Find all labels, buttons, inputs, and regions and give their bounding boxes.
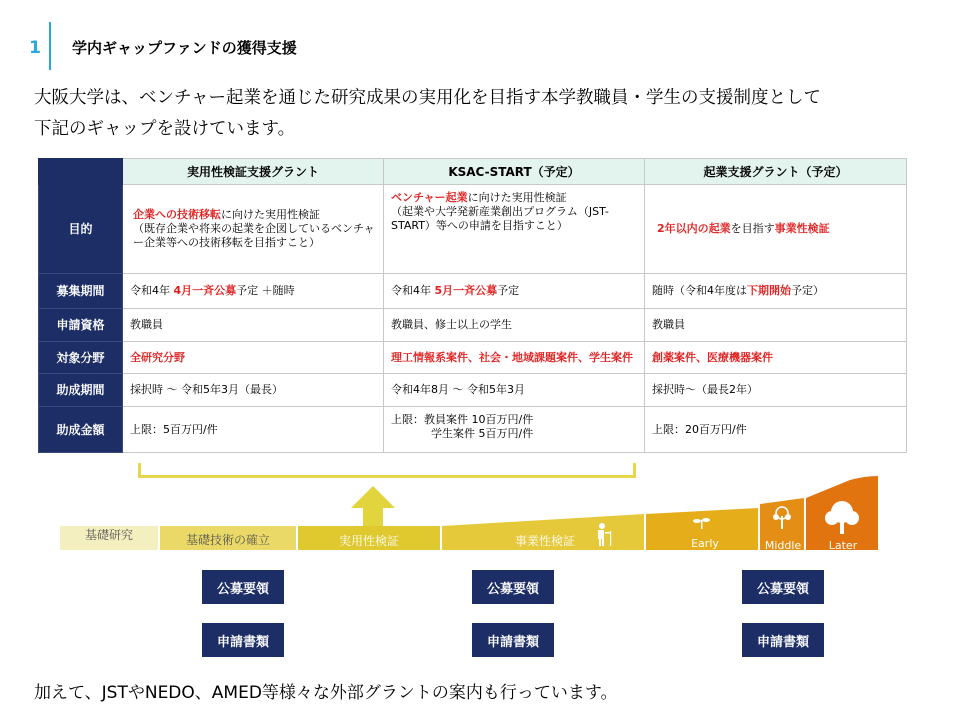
table-row-amount bbox=[39, 407, 907, 453]
period-2-pre: 令和4年 bbox=[391, 284, 435, 297]
column-header-ksac-start: KSAC-START（予定） bbox=[384, 159, 645, 185]
footer-note: 加えて、JSTやNEDO、AMED等様々な外部グラントの案内も行っています。 bbox=[34, 683, 618, 703]
grant-table bbox=[38, 158, 907, 453]
cell-duration-3: 採択時～（最長2年） bbox=[645, 374, 907, 407]
cell-period-1 bbox=[123, 274, 384, 309]
section-title: 学内ギャップファンドの獲得支援 bbox=[72, 39, 297, 57]
table-row-period bbox=[39, 274, 907, 309]
application-button-ksac[interactable]: 申請書類 bbox=[472, 623, 554, 657]
stage-label-later: Later bbox=[828, 539, 858, 552]
purpose-2-note: （起業や大学発新産業創出プログラム（JST-START）等への申請を目指すこと） bbox=[391, 205, 609, 232]
purpose-3-highlight-2: 事業性検証 bbox=[774, 222, 830, 235]
table-row-eligibility bbox=[39, 309, 907, 342]
period-1-pre: 令和4年 bbox=[130, 284, 174, 297]
period-2-post: 予定 bbox=[497, 284, 520, 297]
period-2-highlight: 5月一斉公募 bbox=[434, 284, 498, 297]
stage-label-practical: 実用性検証 bbox=[338, 534, 399, 548]
cell-amount-3: 上限：20百万円/件 bbox=[645, 407, 907, 453]
table-row-field bbox=[39, 342, 907, 374]
cell-eligibility-3: 教職員 bbox=[645, 309, 907, 342]
purpose-1-text: に向けた実用性検証 bbox=[221, 208, 320, 221]
purpose-3-text: を目指す bbox=[730, 222, 775, 235]
guidelines-button-startup[interactable]: 公募要領 bbox=[742, 570, 824, 604]
stage-label-basic-research: 基礎研究 bbox=[84, 528, 133, 542]
cell-period-2 bbox=[384, 274, 645, 309]
application-button-practical[interactable]: 申請書類 bbox=[202, 623, 284, 657]
purpose-1-note: （既存企業や将来の起業を企図しているベンチャー企業等への技術移転を目指すこと） bbox=[133, 222, 375, 249]
cell-field-3: 創薬案件、医療機器案件 bbox=[645, 342, 907, 374]
intro-text bbox=[34, 83, 934, 145]
cell-amount-2 bbox=[384, 407, 645, 453]
section-number: 1 bbox=[29, 38, 41, 58]
stage-label-middle: Middle bbox=[764, 539, 802, 552]
row-header-eligibility: 申請資格 bbox=[39, 309, 123, 342]
cell-purpose-3 bbox=[645, 185, 907, 274]
row-header-field: 対象分野 bbox=[39, 342, 123, 374]
cell-field-2: 理工情報系案件、社会・地域課題案件、学生案件 bbox=[384, 342, 645, 374]
row-header-duration: 助成期間 bbox=[39, 374, 123, 407]
purpose-3-highlight-1: 2年以内の起業 bbox=[657, 222, 731, 235]
stage-label-basic-tech: 基礎技術の確立 bbox=[185, 533, 270, 547]
cell-duration-1: 採択時 ～ 令和5年3月（最長） bbox=[123, 374, 384, 407]
row-header-purpose: 目的 bbox=[39, 185, 123, 274]
table-row-duration bbox=[39, 374, 907, 407]
section-divider bbox=[49, 22, 51, 70]
row-header-amount: 助成金額 bbox=[39, 407, 123, 453]
purpose-2-highlight: ベンチャー起業 bbox=[391, 191, 468, 204]
period-1-post: 予定 ＋随時 bbox=[236, 284, 295, 297]
application-button-startup[interactable]: 申請書類 bbox=[742, 623, 824, 657]
intro-line-1: 大阪大学は、ベンチャー起業を通じた研究成果の実用化を目指す本学教職員・学生の支援制度として bbox=[34, 88, 821, 108]
cell-eligibility-2: 教職員、修士以上の学生 bbox=[384, 309, 645, 342]
period-1-highlight: 4月一斉公募 bbox=[173, 284, 237, 297]
table-row-purpose bbox=[39, 185, 907, 274]
cell-purpose-1 bbox=[123, 185, 384, 274]
cell-eligibility-1: 教職員 bbox=[123, 309, 384, 342]
purpose-2-text: に向けた実用性検証 bbox=[467, 191, 567, 204]
cell-duration-2: 令和4年8月 ～ 令和5年3月 bbox=[384, 374, 645, 407]
table-corner bbox=[39, 159, 123, 185]
cell-field-1: 全研究分野 bbox=[123, 342, 384, 374]
period-3-post: 予定） bbox=[791, 284, 824, 297]
amount-2-line-2: 学生案件 5百万円/件 bbox=[431, 427, 534, 440]
amount-2-line-1: 上限：教員案件 10百万円/件 bbox=[391, 413, 534, 426]
stage-label-early: Early bbox=[691, 537, 719, 550]
column-header-practical-grant: 実用性検証支援グラント bbox=[123, 159, 384, 185]
period-3-pre: 随時（令和4年度は bbox=[652, 284, 747, 297]
row-header-period: 募集期間 bbox=[39, 274, 123, 309]
guidelines-button-practical[interactable]: 公募要領 bbox=[202, 570, 284, 604]
column-header-startup-grant: 起業支援グラント（予定） bbox=[645, 159, 907, 185]
purpose-1-highlight: 企業への技術移転 bbox=[133, 208, 221, 221]
cell-period-3 bbox=[645, 274, 907, 309]
cell-purpose-2 bbox=[384, 185, 645, 274]
guidelines-button-ksac[interactable]: 公募要領 bbox=[472, 570, 554, 604]
intro-line-2: 下記のギャップを設けています。 bbox=[34, 119, 296, 139]
stage-label-business: 事業性検証 bbox=[514, 534, 575, 548]
period-3-highlight: 下期開始 bbox=[747, 284, 791, 297]
cell-amount-1: 上限：5百万円/件 bbox=[123, 407, 384, 453]
